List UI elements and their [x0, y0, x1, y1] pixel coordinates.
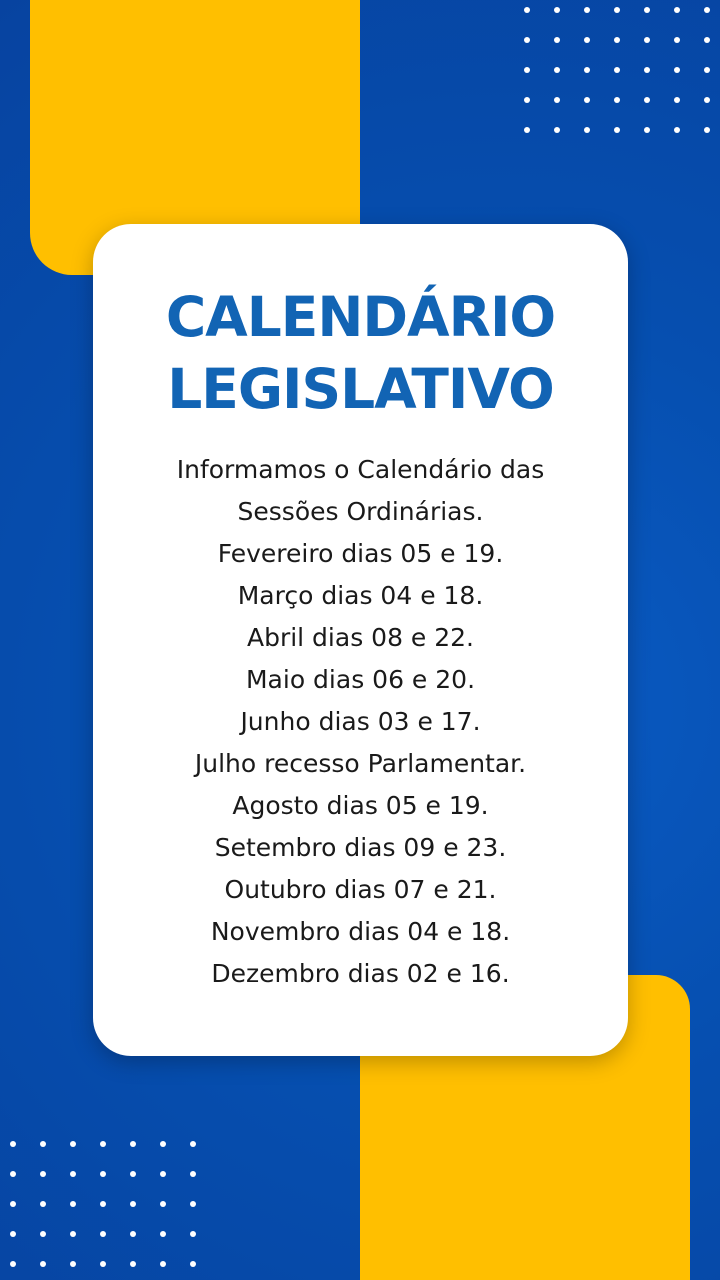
dot-pattern-top	[524, 7, 710, 133]
page-title	[93, 281, 628, 425]
schedule-item-november: Novembro dias 04 e 18.	[210, 917, 511, 946]
dot-pattern-bottom	[10, 1141, 196, 1267]
title-line-2: LEGISLATIVO	[167, 357, 554, 421]
schedule-item-june: Junho dias 03 e 17.	[240, 707, 481, 736]
schedule-item-december: Dezembro dias 02 e 16.	[211, 959, 510, 988]
schedule-item-april: Abril dias 08 e 22.	[246, 623, 475, 652]
schedule-item-october: Outubro dias 07 e 21.	[224, 875, 497, 904]
schedule-item-may: Maio dias 06 e 20.	[245, 665, 476, 694]
schedule-item-february: Fevereiro dias 05 e 19.	[217, 539, 504, 568]
calendar-text	[93, 449, 628, 995]
schedule-item-august: Agosto dias 05 e 19.	[232, 791, 489, 820]
intro-line-2: Sessões Ordinárias.	[237, 497, 484, 526]
title-line-1: CALENDÁRIO	[165, 285, 556, 349]
calendar-card	[93, 224, 628, 1056]
schedule-item-july: Julho recesso Parlamentar.	[194, 749, 527, 778]
intro-line-1: Informamos o Calendário das	[176, 455, 545, 484]
schedule-item-march: Março dias 04 e 18.	[237, 581, 484, 610]
schedule-item-september: Setembro dias 09 e 23.	[214, 833, 507, 862]
